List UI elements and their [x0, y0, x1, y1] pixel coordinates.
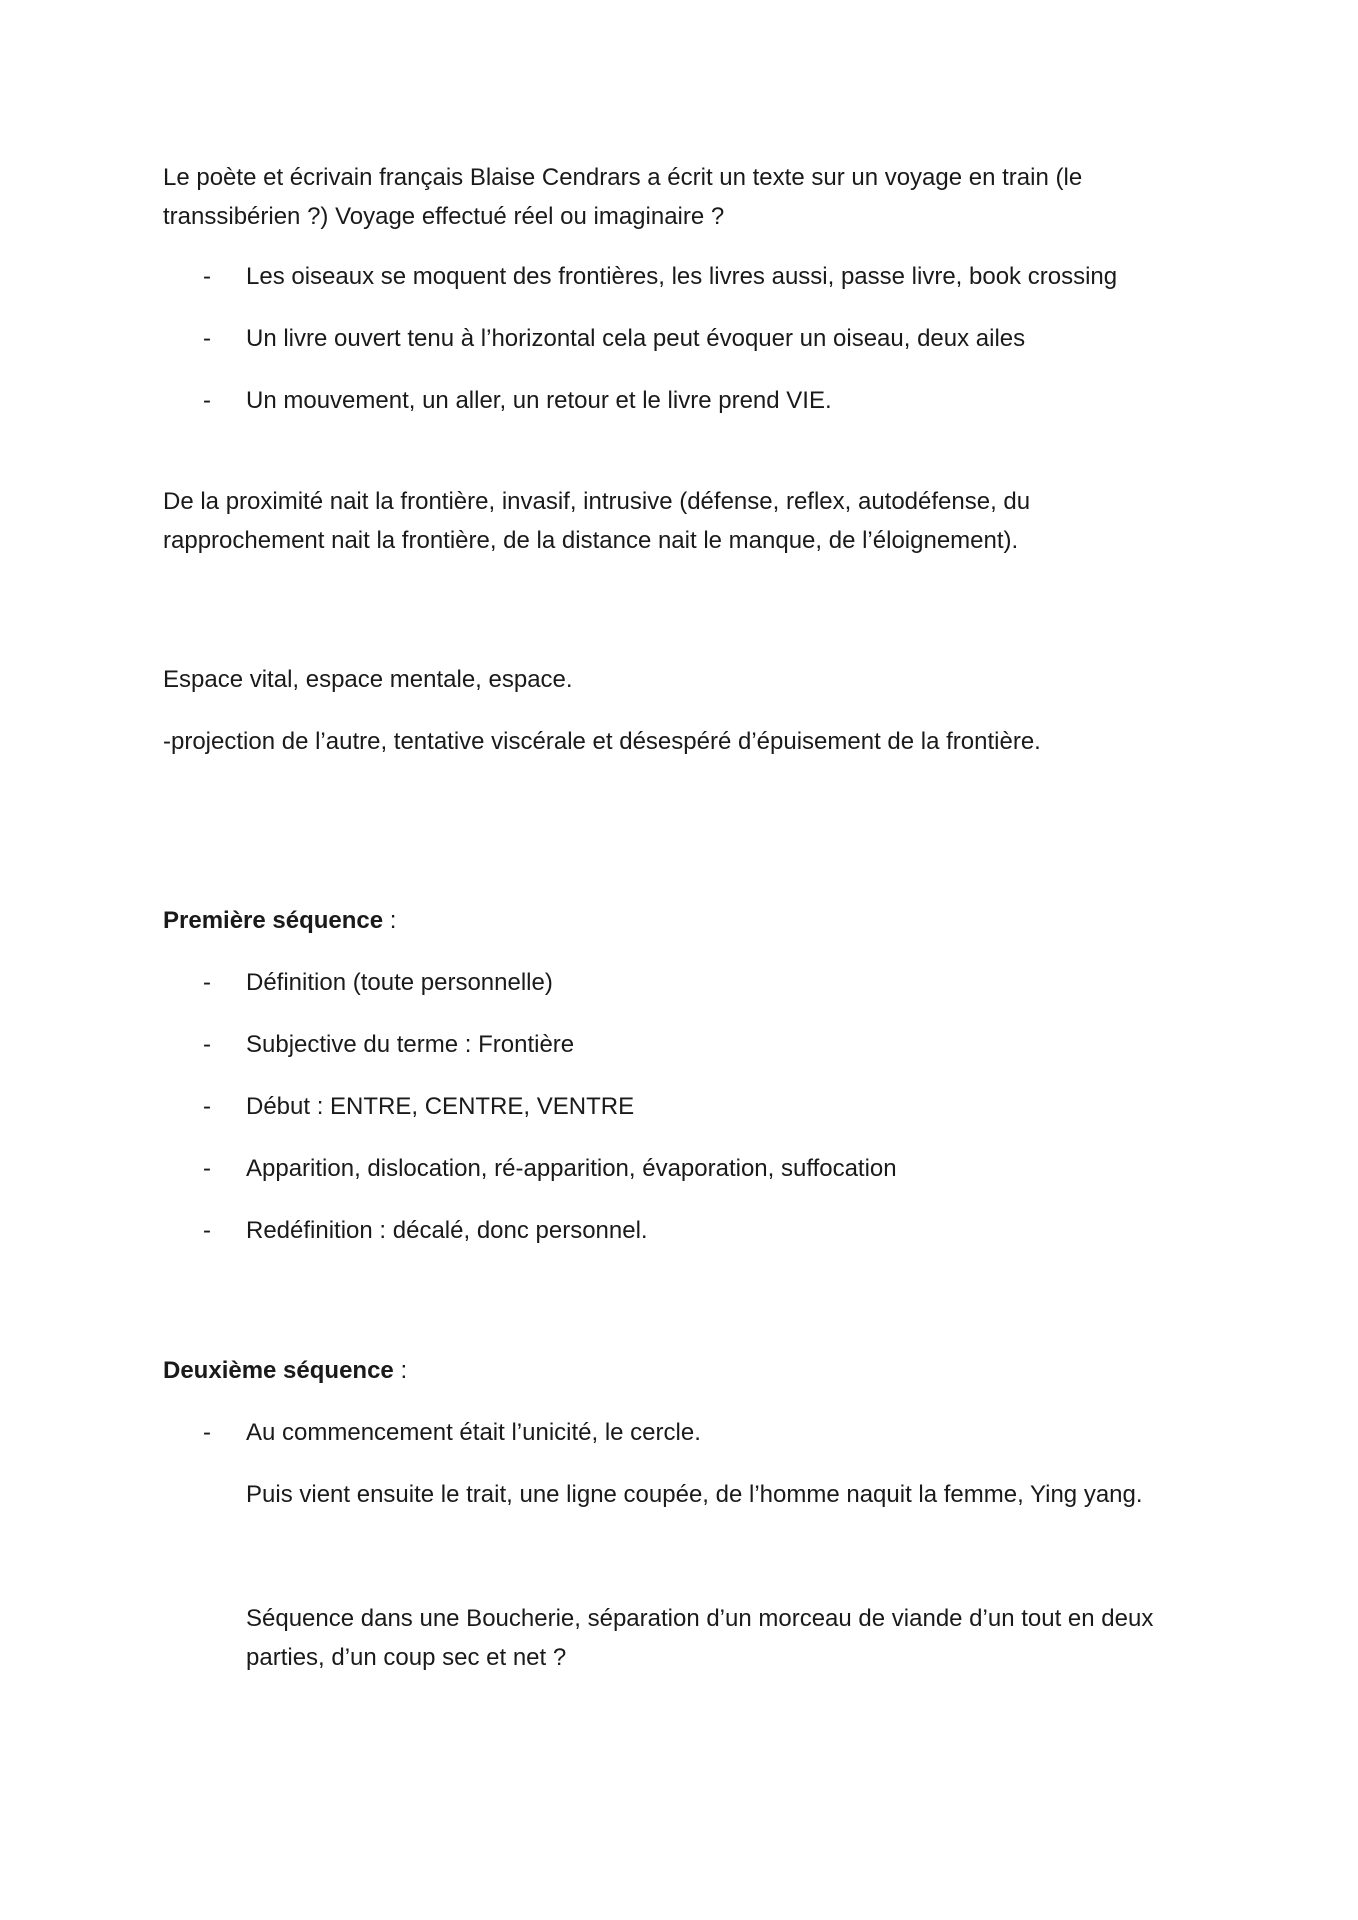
list-item	[163, 1025, 1213, 1064]
proximity-paragraph	[163, 482, 1213, 560]
list-item-text: Apparition, dislocation, ré-apparition, évaporation, suffocation	[246, 1155, 897, 1182]
list-dash: -	[203, 1093, 211, 1120]
section-1-list	[163, 963, 1213, 1250]
list-dash: -	[203, 1155, 211, 1182]
list-item	[163, 381, 1213, 420]
list-item	[163, 257, 1213, 296]
boucherie-paragraph	[163, 1599, 1213, 1677]
section-1-title: Première séquence	[163, 907, 384, 934]
list-item-text: Au commencement était l’unicité, le cercle.	[246, 1419, 701, 1446]
document-body	[163, 158, 1213, 1700]
list-item	[163, 319, 1213, 358]
section-2-colon: :	[393, 1357, 408, 1384]
list-dash: -	[203, 1031, 211, 1058]
yin-yang-line: Puis vient ensuite le trait, une ligne coupée, de l’homme naquit la femme, Ying yang.	[246, 1481, 1143, 1508]
list-item	[163, 963, 1213, 1002]
list-item-text: Un mouvement, un aller, un retour et le livre prend VIE.	[246, 387, 832, 414]
vital-space-line: Espace vital, espace mentale, espace.	[163, 666, 573, 693]
list-item	[163, 1149, 1213, 1188]
list-item-text: Début : ENTRE, CENTRE, VENTRE	[246, 1093, 635, 1120]
boucherie-line-1: Séquence dans une Boucherie, séparation d’un morceau de viande d’un tout en deux	[246, 1605, 1154, 1632]
list-item-text: Subjective du terme : Frontière	[246, 1031, 575, 1058]
projection-line: -projection de l’autre, tentative viscérale et désespéré d’épuisement de la frontière.	[163, 728, 1041, 755]
intro-line-2: transsibérien ?) Voyage effectué réel ou imaginaire ?	[163, 203, 725, 230]
list-dash: -	[203, 263, 211, 290]
section-2-list	[163, 1413, 1213, 1452]
proximity-line-2: rapprochement nait la frontière, de la distance nait le manque, de l’éloignement).	[163, 527, 1019, 554]
list-dash: -	[203, 325, 211, 352]
list-item-text: Les oiseaux se moquent des frontières, les livres aussi, passe livre, book crossing	[246, 263, 1118, 290]
list-item	[163, 1211, 1213, 1250]
section-2-title: Deuxième séquence	[163, 1357, 394, 1384]
section-2-heading	[163, 1351, 1213, 1390]
list-dash: -	[203, 1419, 211, 1446]
section-1-colon: :	[383, 907, 397, 934]
list-item	[163, 1087, 1213, 1126]
list-item-text: Un livre ouvert tenu à l’horizontal cela peut évoquer un oiseau, deux ailes	[246, 325, 1026, 352]
list-item	[163, 1413, 1213, 1452]
intro-line-1: Le poète et écrivain français Blaise Cendrars a écrit un texte sur un voyage en train (le	[163, 164, 1083, 191]
bird-book-list	[163, 257, 1213, 420]
boucherie-line-2: parties, d’un coup sec et net ?	[246, 1644, 567, 1671]
proximity-line-1: De la proximité nait la frontière, invasif, intrusive (défense, reflex, autodéfense, du	[163, 488, 1031, 515]
list-dash: -	[203, 1217, 211, 1244]
list-dash: -	[203, 387, 211, 414]
list-item-text: Définition (toute personnelle)	[246, 969, 553, 996]
list-item-text: Redéfinition : décalé, donc personnel.	[246, 1217, 648, 1244]
intro-paragraph	[163, 158, 1213, 236]
section-1-heading	[163, 901, 1213, 940]
list-dash: -	[203, 969, 211, 996]
